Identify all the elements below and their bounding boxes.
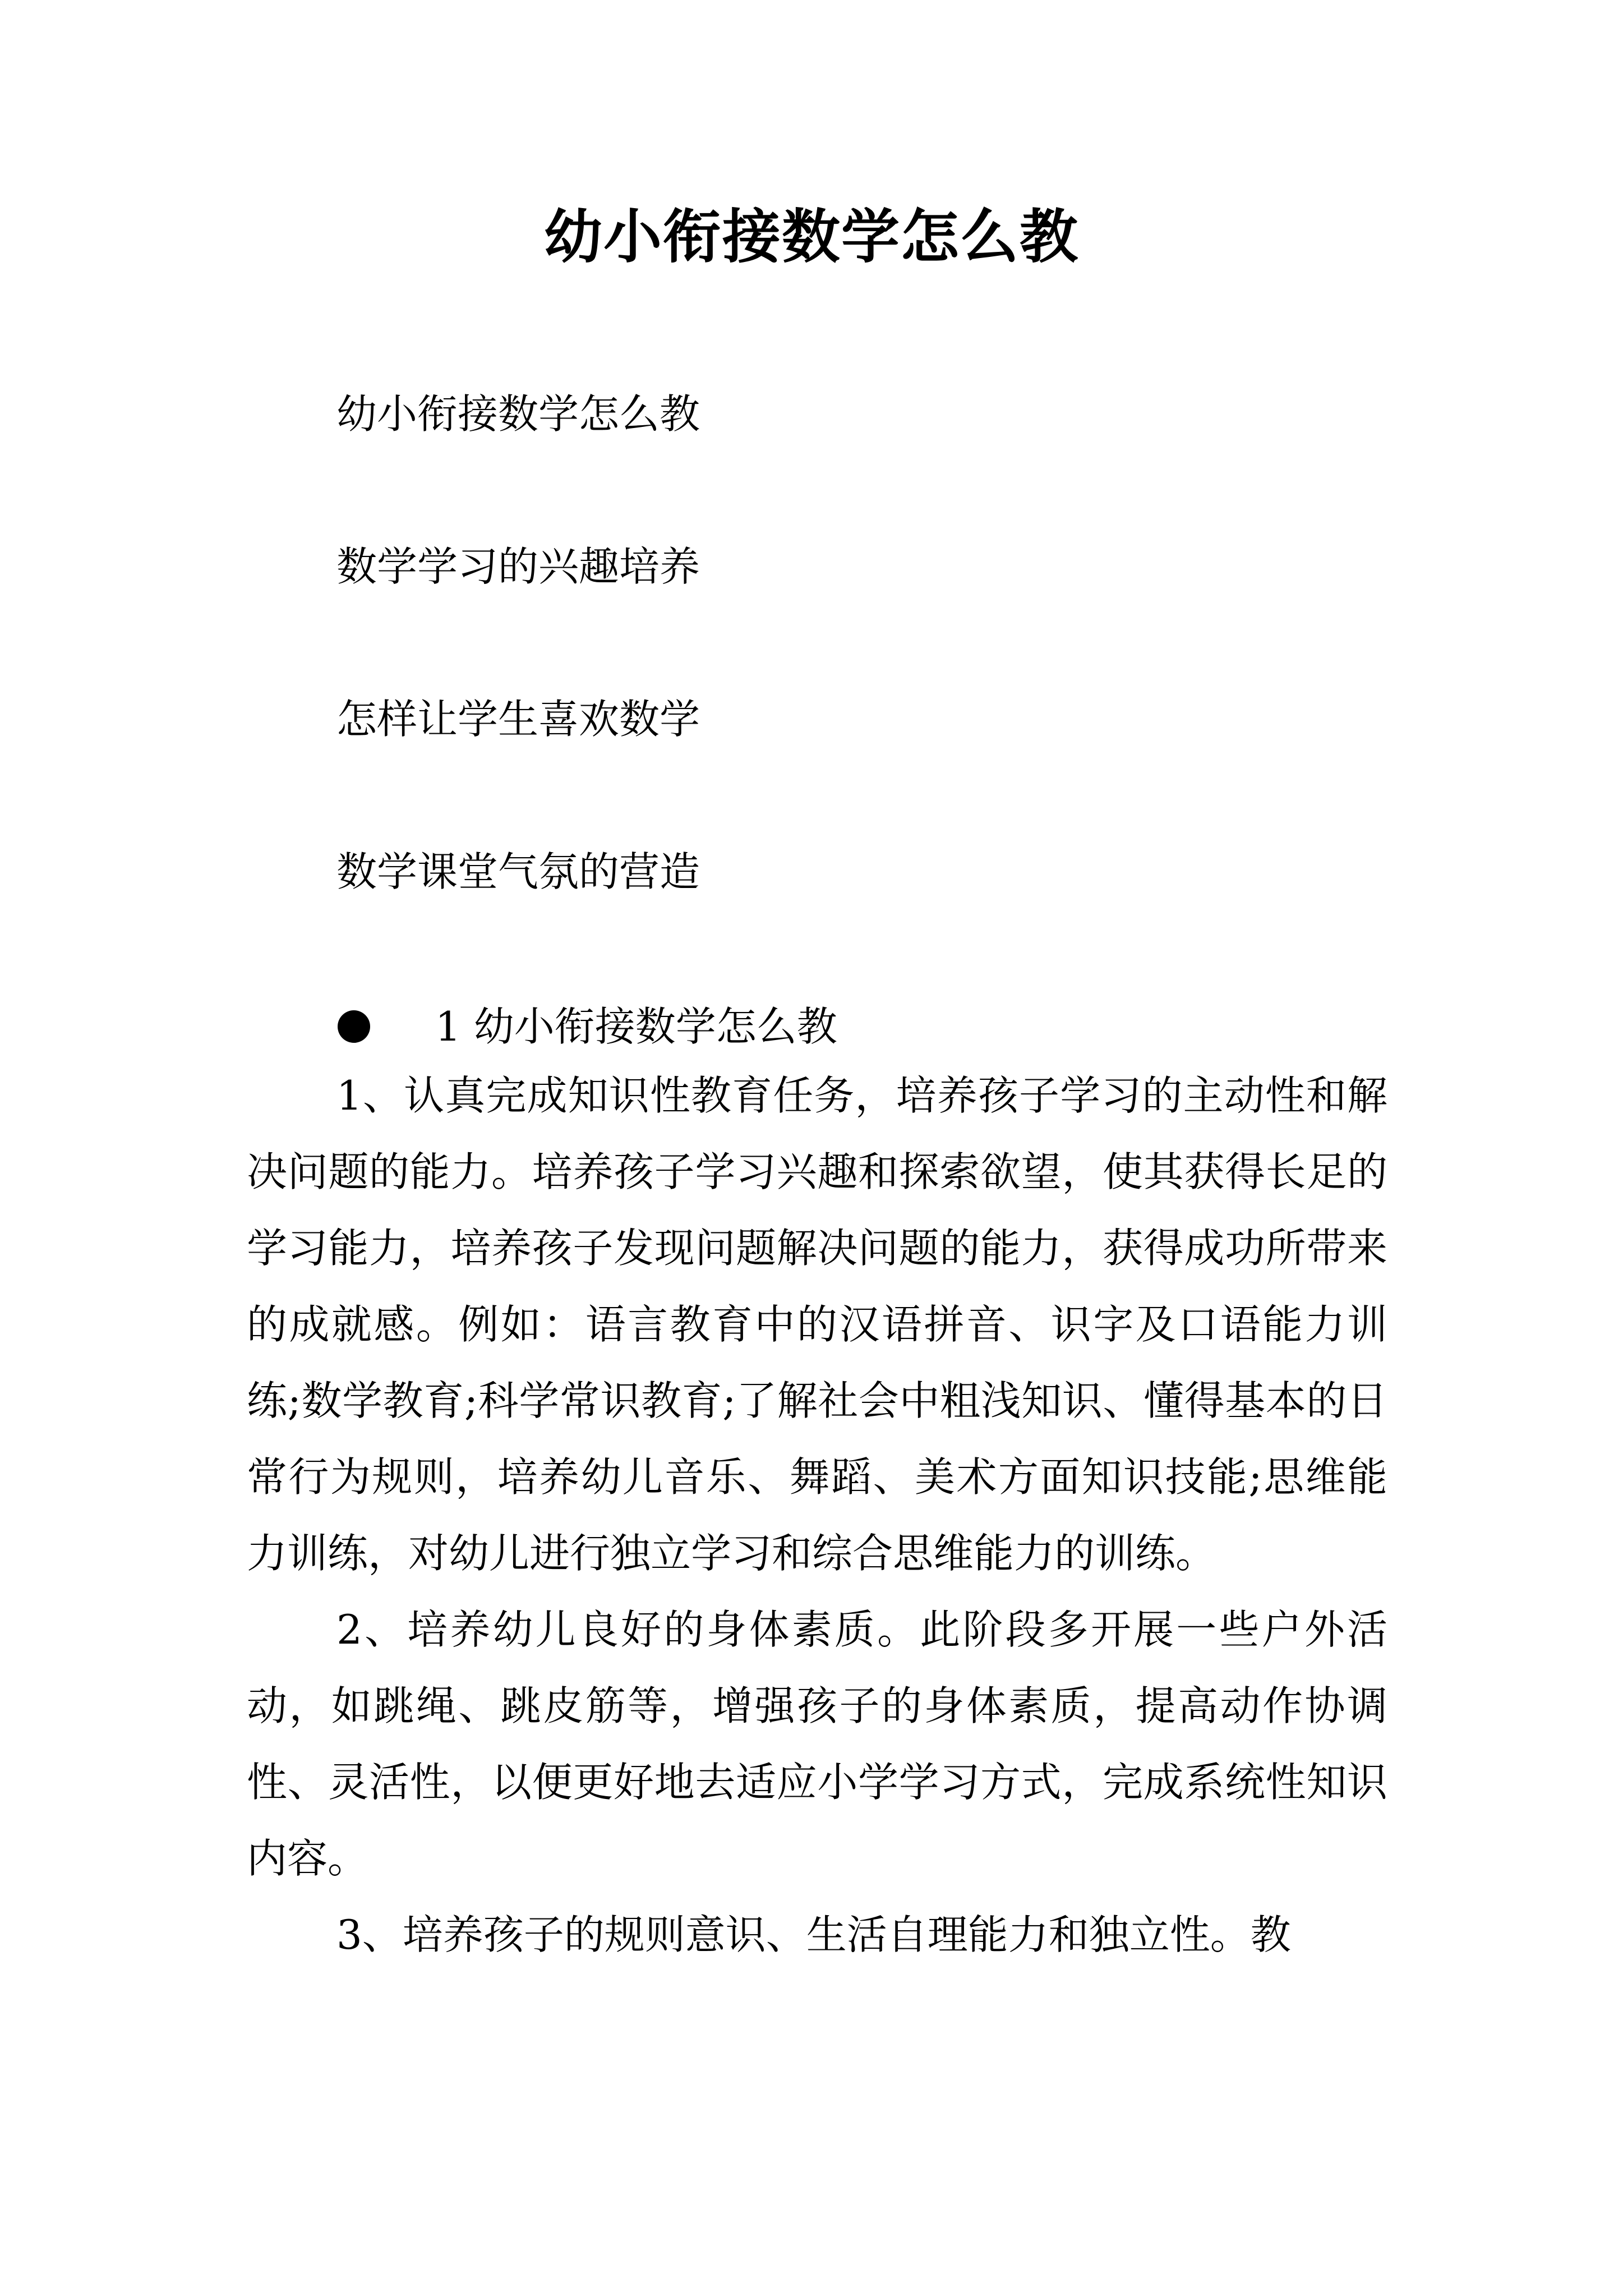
toc-item: 幼小衔接数学怎么教 bbox=[336, 390, 700, 438]
paragraph: 3、培养孩子的规则意识、生活自理能力和独立性。教 bbox=[336, 1911, 1291, 1958]
paragraph: 2、培养幼儿良好的身体素质。此阶段多开展一些户外活动，如跳绳、跳皮筋等，增强孩子的身体素质，提高动作协调性、灵活性，以便更好地去适应小学学习方式，完成系统性知识内容。 bbox=[247, 1606, 1387, 1882]
paragraph: 1、认真完成知识性教育任务，培养孩子学习的主动性和解决问题的能力。培养孩子学习兴趣和探索欲望，使其获得长足的学习能力，培养孩子发现问题解决问题的能力，获得成功所带来的成就感。例如：语言教育中的汉语拼音、识字及口语能力训练;数学教育;科学常识教育;了解社会中粗浅知识、懂得基本的日常行为规则，培养幼儿音乐、舞蹈、美术方面知识技能;思维能力训练，对幼儿进行独立学习和综合思维能力的训练。 bbox=[247, 1072, 1387, 1577]
bullet-icon bbox=[338, 1010, 370, 1043]
toc-item: 数学课堂气氛的营造 bbox=[336, 848, 700, 895]
toc-item: 数学学习的兴趣培养 bbox=[336, 543, 700, 590]
document-title: 幼小衔接数学怎么教 bbox=[543, 203, 1079, 271]
section-heading-text: 1 幼小衔接数学怎么教 bbox=[435, 1003, 837, 1050]
document-body bbox=[247, 1057, 1387, 1973]
toc-item: 怎样让学生喜欢数学 bbox=[336, 696, 700, 743]
